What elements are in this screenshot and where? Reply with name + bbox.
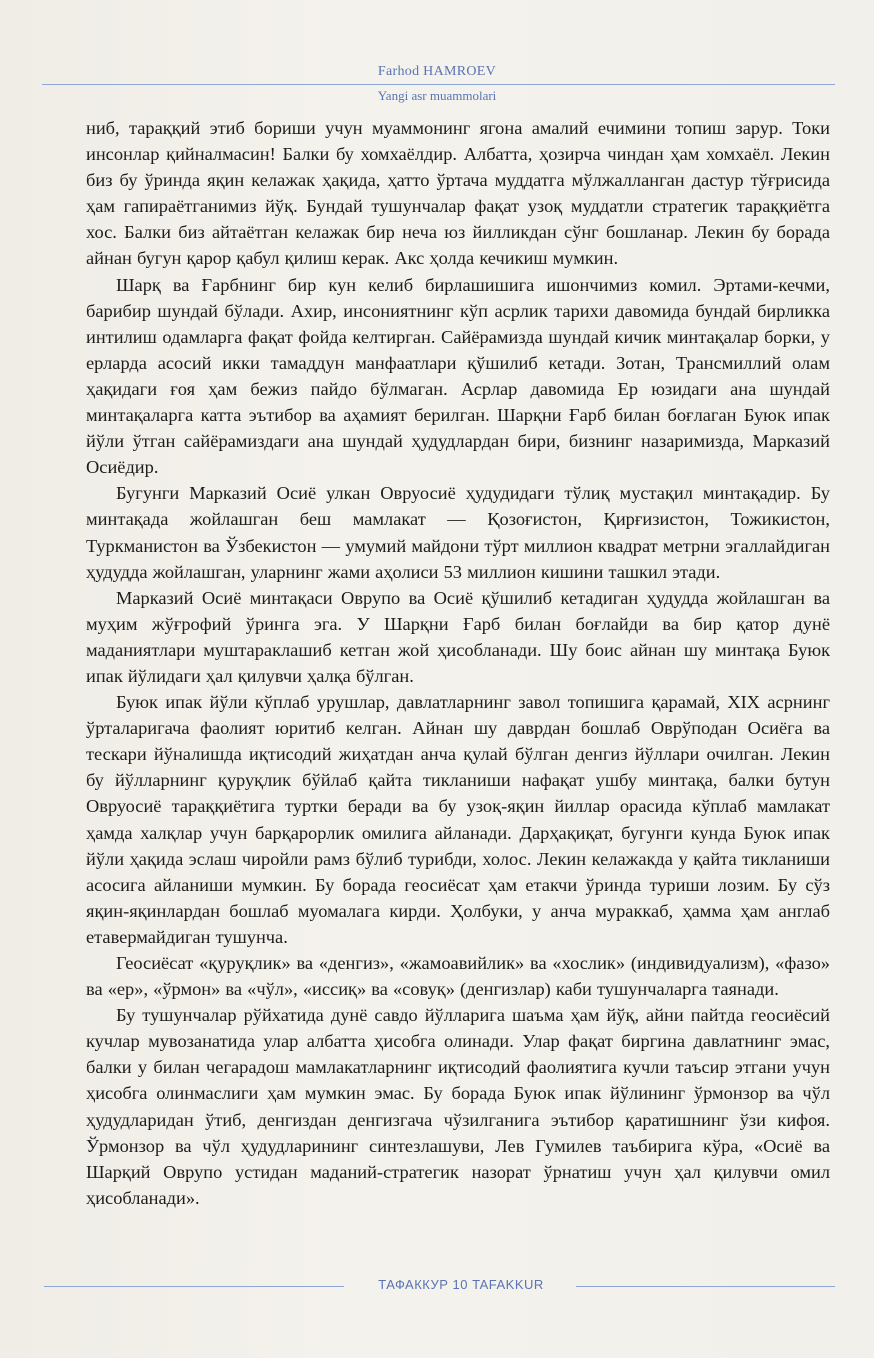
header-author: Farhod HAMROEV — [377, 64, 497, 79]
paragraph-2: Шарқ ва Ғарбнинг бир кун келиб бирлашишига ишончимиз комил. Эртами-кечми, барибир шундай бўлади. Ахир, инсониятнинг кўп асрлик тарихи давомида бундай бирликка интилиш одамларга фақат фойда келтирган. Сайёрамизда шундай кичик минтақалар борки, у ерларда асосий икки тамаддун манфаатлари қўшилиб кетади. Зотан, Трансмиллий олам ҳақидаги ғоя ҳам бежиз пайдо бўлмаган. Асрлар давомида Ер юзидаги ана шундай минтақаларга катта эътибор ва аҳамият берилган. Шарқни Ғарб билан боғлаган Буюк ипак йўли ўтган сайёрамиздаги ана шундай ҳудудлардан бири, бизнинг назаримизда, Марказий Осиёдир. — [86, 274, 830, 478]
paragraph-7: Бу тушунчалар рўйхатида дунё савдо йўлларига шаъма ҳам йўқ, айни пайтда геосиёсий кучлар мувозанатида улар албатта ҳисобга олинади. Улар фақат биргина давлатнинг эмас, балки у билан чегарадош мамлакатларнинг иқтисодий фаолиятига кучли таъсир этгани учун ҳисобга олинмаслиги ҳам мумкин эмас. Бу борада Буюк ипак йўлининг ўрмонзор ва чўл ҳудудларидан ўтиб, денгиздан денгизгача чўзилганига эътибор қаратишнинг ўзи кифоя. Ўрмонзор ва чўл ҳудудларининг синтезлашуви, Лев Гумилев таъбирига кўра, «Осиё ва Шарқий Оврупо устидан маданий-стратегик назорат ўрнатиш учун ҳал қилувчи омил ҳисобланади». — [86, 1005, 830, 1208]
paragraph-3: Бугунги Марказий Осиё улкан Овруосиё ҳудудидаги тўлиқ мустақил минтақадир. Бу минтақада жойлашган беш мамлакат — Қозоғистон, Қирғизистон, Тожикистон, Туркманистон ва Ўзбекистон — умумий майдони тўрт миллион квадрат метрни эгаллайдиган ҳудудда жойлашган, уларнинг жами аҳолиси 53 миллион кишини ташкил этади. — [86, 483, 830, 582]
body-text — [86, 115, 830, 1211]
paragraph-1: ниб, тараққий этиб бориши учун муаммонинг ягона амалий ечимини топиш зарур. Токи инсонлар қийналмасин! Балки бу хомхаёлдир. Албатта, ҳозирча чиндан ҳам хомхаёл. Лекин биз бу ўринда яқин келажак ҳақида, ҳатто ўртача муддатга мўлжалланган дастур тўғрисида ҳам гапираётганимиз йўқ. Бундай тушунчалар фақат узоқ муддатли стратегик тараққиётга хос. Балки биз айтаётган келажак бир неча юз йилликдан сўнг бошланар. Лекин бу борада айнан бугун қарор қабул қилиш керак. Акс ҳолда кечикиш мумкин. — [86, 118, 830, 269]
header-rule — [42, 84, 835, 85]
header-subtitle: Yangi asr muammolari — [377, 88, 497, 103]
paragraph-4: Марказий Осиё минтақаси Оврупо ва Осиё қўшилиб кетадиган ҳудудда жойлашган ва муҳим жўғрофий ўринга эга. У Шарқни Ғарб билан боғлайди ва бир қатор дунё маданиятлари муштараклашиб кетган жой ҳисобланади. Шу боис айнан шу минтақа Буюк ипак йўлидаги ҳал қилувчи ҳалқа бўлган. — [86, 587, 830, 686]
paragraph-5: Буюк ипак йўли кўплаб урушлар, давлатларнинг завол топишига қарамай, XIX асрнинг ўрталаригача фаолият юритиб келган. Айнан шу даврдан бошлаб Оврўподан Осиёга ва тескари йўналишда иқтисодий жиҳатдан анча қулай бўлган денгиз йўллари очилган. Лекин бу йўлларнинг қуруқлик бўйлаб қайта тикланиши нафақат ушбу минтақа, балки бутун Овруосиё тараққиётига туртки беради ва бу узоқ-яқин йиллар орасида кўплаб мамлакат ҳамда халқлар учун барқарорлик омилига айланади. Дарҳақиқат, бугунги кунда Буюк ипак йўли ҳақида эслаш чиройли рамз бўлиб турибди, холос. Лекин келажакда у қайта тикланиши асосига айланиши мумкин. Бу борада геосиёсат ҳам етакчи ўринда туриши лозим. Бу сўз яқин-яқинлардан бошлаб муомалага кирди. Ҳолбуки, у анча мураккаб, ҳамма ҳам англаб етавермайдиган тушунча. — [86, 692, 830, 947]
paragraph-6: Геосиёсат «қуруқлик» ва «денгиз», «жамоавийлик» ва «хослик» (индивидуализм), «фазо» ва «ер», «ўрмон» ва «чўл», «иссиқ» ва «совуқ» (денгизлар) каби тушунчаларга таянади. — [86, 953, 830, 1000]
footer-rule-right — [576, 1286, 835, 1287]
footer-rule-left — [44, 1286, 344, 1287]
footer-page-label: ТАФАККУР 10 TAFAKKUR — [378, 1277, 544, 1292]
